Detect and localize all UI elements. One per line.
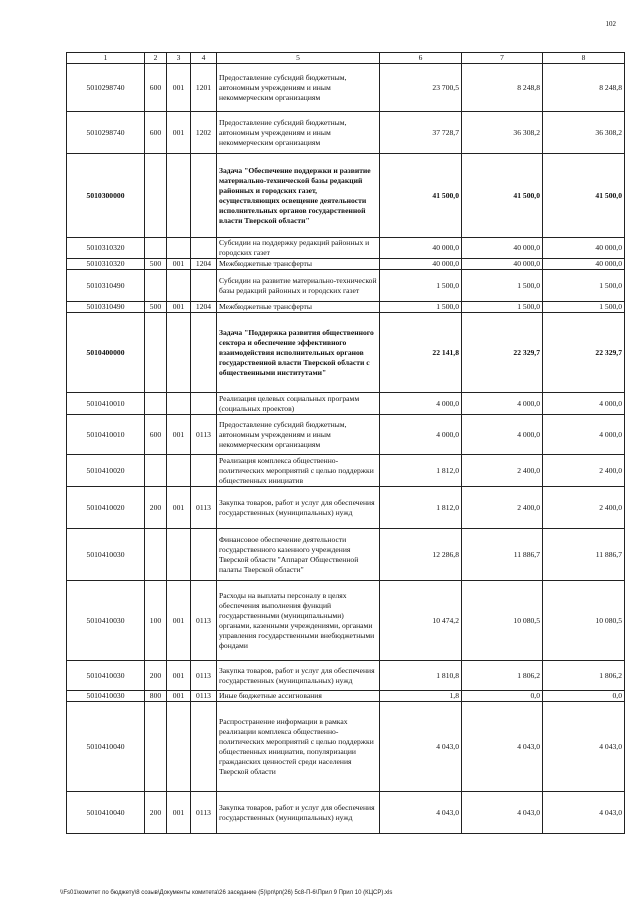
kcsr-code-cell: 5010400000 [67,313,145,393]
table-row [67,64,625,112]
amount-col7-cell: 2 400,0 [462,455,543,487]
expense-type-cell [145,270,167,302]
table-row [67,581,625,661]
section-code-cell: 0113 [191,661,217,691]
section-code-cell [191,154,217,238]
section-code-cell [191,393,217,415]
header-cell: 1 [67,53,145,64]
description-cell: Распространение информации в рамках реализации комплекса общественно-политических мероприятий с целью поддержки общественных инициатив, популяризации гражданских ценностей среди населения Тверской области [217,702,380,792]
expense-type-cell: 600 [145,415,167,455]
header-cell: 8 [543,53,625,64]
amount-col8-cell: 4 043,0 [543,792,625,834]
ministry-code-cell [167,154,191,238]
section-code-cell [191,702,217,792]
amount-col6-cell: 37 728,7 [380,112,462,154]
description-cell: Межбюджетные трансферты [217,259,380,270]
table-header-row [67,53,625,64]
header-cell: 7 [462,53,543,64]
section-code-cell: 0113 [191,487,217,529]
kcsr-code-cell: 5010298740 [67,64,145,112]
kcsr-code-cell: 5010410030 [67,529,145,581]
ministry-code-cell: 001 [167,487,191,529]
amount-col7-cell: 1 500,0 [462,302,543,313]
amount-col7-cell: 8 248,8 [462,64,543,112]
amount-col8-cell: 4 043,0 [543,702,625,792]
amount-col8-cell: 22 329,7 [543,313,625,393]
table-row [67,259,625,270]
header-cell: 4 [191,53,217,64]
description-cell: Реализация целевых социальных программ (социальных проектов) [217,393,380,415]
file-path-footer: \\Fs01\комитет по бюджету\8 созыв\Документы комитета\26 заседание (5)\рп\рп(26) 5с8-П-6\Прил 9 Прил 10 (КЦСР).xls [60,890,393,896]
amount-col7-cell: 4 000,0 [462,393,543,415]
kcsr-code-cell: 5010410020 [67,455,145,487]
kcsr-code-cell: 5010410030 [67,691,145,702]
kcsr-code-cell: 5010298740 [67,112,145,154]
description-cell: Предоставление субсидий бюджетным, автономным учреждениям и иным некоммерческим организациям [217,415,380,455]
table-row [67,702,625,792]
amount-col8-cell: 4 000,0 [543,393,625,415]
amount-col8-cell: 8 248,8 [543,64,625,112]
section-code-cell: 0113 [191,792,217,834]
kcsr-code-cell: 5010410040 [67,792,145,834]
expense-type-cell: 200 [145,661,167,691]
kcsr-code-cell: 5010410020 [67,487,145,529]
table-row [67,393,625,415]
amount-col8-cell: 40 000,0 [543,259,625,270]
ministry-code-cell [167,270,191,302]
amount-col7-cell: 40 000,0 [462,259,543,270]
amount-col7-cell: 1 500,0 [462,270,543,302]
amount-col8-cell: 0,0 [543,691,625,702]
ministry-code-cell: 001 [167,112,191,154]
description-cell: Задача "Поддержка развития общественного сектора и обеспечение эффективного взаимодействия исполнительных органов государственной власти Тверской области с общественными институтами" [217,313,380,393]
description-cell: Предоставление субсидий бюджетным, автономным учреждениям и иным некоммерческим организациям [217,64,380,112]
section-code-cell [191,529,217,581]
description-cell: Закупка товаров, работ и услуг для обеспечения государственных (муниципальных) нужд [217,487,380,529]
expense-type-cell [145,455,167,487]
section-code-cell: 0113 [191,581,217,661]
header-cell: 3 [167,53,191,64]
section-code-cell: 1201 [191,64,217,112]
expense-type-cell: 500 [145,302,167,313]
description-cell: Межбюджетные трансферты [217,302,380,313]
ministry-code-cell: 001 [167,259,191,270]
amount-col7-cell: 40 000,0 [462,238,543,259]
table-row [67,313,625,393]
amount-col7-cell: 4 000,0 [462,415,543,455]
amount-col6-cell: 4 000,0 [380,415,462,455]
ministry-code-cell: 001 [167,415,191,455]
table-row [67,238,625,259]
header-cell: 2 [145,53,167,64]
header-cell: 6 [380,53,462,64]
ministry-code-cell: 001 [167,581,191,661]
amount-col6-cell: 1 500,0 [380,302,462,313]
kcsr-code-cell: 5010410030 [67,581,145,661]
table-row [67,529,625,581]
description-cell: Субсидии на развитие материально-технической базы редакций районных и городских газет [217,270,380,302]
page-number: 102 [605,20,616,28]
amount-col8-cell: 4 000,0 [543,415,625,455]
ministry-code-cell: 001 [167,792,191,834]
description-cell: Финансовое обеспечение деятельности государственного казенного учреждения Тверской области "Аппарат Общественной палаты Тверской области" [217,529,380,581]
ministry-code-cell [167,238,191,259]
expense-type-cell [145,529,167,581]
budget-table [66,52,625,834]
table-row [67,487,625,529]
amount-col8-cell: 2 400,0 [543,455,625,487]
amount-col7-cell: 4 043,0 [462,792,543,834]
section-code-cell [191,238,217,259]
expense-type-cell [145,702,167,792]
table-row [67,792,625,834]
amount-col6-cell: 12 286,8 [380,529,462,581]
amount-col8-cell: 1 806,2 [543,661,625,691]
section-code-cell [191,270,217,302]
amount-col8-cell: 11 886,7 [543,529,625,581]
ministry-code-cell: 001 [167,64,191,112]
amount-col6-cell: 1 500,0 [380,270,462,302]
table-row [67,455,625,487]
kcsr-code-cell: 5010310490 [67,302,145,313]
header-cell: 5 [217,53,380,64]
expense-type-cell: 200 [145,487,167,529]
kcsr-code-cell: 5010310320 [67,259,145,270]
expense-type-cell: 800 [145,691,167,702]
kcsr-code-cell: 5010310490 [67,270,145,302]
expense-type-cell [145,313,167,393]
kcsr-code-cell: 5010300000 [67,154,145,238]
table-row [67,154,625,238]
kcsr-code-cell: 5010410040 [67,702,145,792]
ministry-code-cell: 001 [167,661,191,691]
amount-col7-cell: 0,0 [462,691,543,702]
description-cell: Закупка товаров, работ и услуг для обеспечения государственных (муниципальных) нужд [217,661,380,691]
section-code-cell: 0113 [191,691,217,702]
expense-type-cell [145,393,167,415]
amount-col6-cell: 40 000,0 [380,259,462,270]
amount-col8-cell: 10 080,5 [543,581,625,661]
section-code-cell: 1204 [191,302,217,313]
ministry-code-cell [167,313,191,393]
amount-col8-cell: 36 308,2 [543,112,625,154]
kcsr-code-cell: 5010310320 [67,238,145,259]
amount-col6-cell: 41 500,0 [380,154,462,238]
section-code-cell: 1202 [191,112,217,154]
expense-type-cell [145,154,167,238]
amount-col6-cell: 22 141,8 [380,313,462,393]
description-cell: Закупка товаров, работ и услуг для обеспечения государственных (муниципальных) нужд [217,792,380,834]
amount-col6-cell: 23 700,5 [380,64,462,112]
expense-type-cell: 200 [145,792,167,834]
expense-type-cell [145,238,167,259]
section-code-cell: 0113 [191,415,217,455]
table-row [67,302,625,313]
amount-col8-cell: 41 500,0 [543,154,625,238]
amount-col7-cell: 22 329,7 [462,313,543,393]
amount-col7-cell: 10 080,5 [462,581,543,661]
expense-type-cell: 500 [145,259,167,270]
amount-col6-cell: 4 000,0 [380,393,462,415]
section-code-cell: 1204 [191,259,217,270]
table-row [67,112,625,154]
expense-type-cell: 600 [145,112,167,154]
section-code-cell [191,455,217,487]
amount-col6-cell: 4 043,0 [380,792,462,834]
ministry-code-cell [167,529,191,581]
amount-col8-cell: 40 000,0 [543,238,625,259]
amount-col7-cell: 41 500,0 [462,154,543,238]
amount-col6-cell: 1 810,8 [380,661,462,691]
expense-type-cell: 600 [145,64,167,112]
amount-col6-cell: 4 043,0 [380,702,462,792]
amount-col6-cell: 10 474,2 [380,581,462,661]
description-cell: Задача "Обеспечение поддержки и развитие материально-технической базы редакций районных и городских газет, осуществляющих освещение деятельности исполнительных органов государственной власти Тверской области" [217,154,380,238]
amount-col8-cell: 2 400,0 [543,487,625,529]
expense-type-cell: 100 [145,581,167,661]
kcsr-code-cell: 5010410030 [67,661,145,691]
ministry-code-cell [167,455,191,487]
amount-col8-cell: 1 500,0 [543,270,625,302]
amount-col8-cell: 1 500,0 [543,302,625,313]
table-row [67,691,625,702]
description-cell: Предоставление субсидий бюджетным, автономным учреждениям и иным некоммерческим организациям [217,112,380,154]
amount-col6-cell: 1,8 [380,691,462,702]
amount-col6-cell: 1 812,0 [380,455,462,487]
description-cell: Расходы на выплаты персоналу в целях обеспечения выполнения функций государственными (муниципальными) органами, казенными учреждениями, органами управления государственными внебюджетными фондами [217,581,380,661]
ministry-code-cell [167,702,191,792]
table-row [67,415,625,455]
amount-col7-cell: 36 308,2 [462,112,543,154]
description-cell: Субсидии на поддержку редакций районных и городских газет [217,238,380,259]
kcsr-code-cell: 5010410010 [67,415,145,455]
table-row [67,661,625,691]
amount-col6-cell: 40 000,0 [380,238,462,259]
description-cell: Иные бюджетные ассигнования [217,691,380,702]
table-row [67,270,625,302]
amount-col6-cell: 1 812,0 [380,487,462,529]
ministry-code-cell [167,393,191,415]
section-code-cell [191,313,217,393]
kcsr-code-cell: 5010410010 [67,393,145,415]
amount-col7-cell: 1 806,2 [462,661,543,691]
ministry-code-cell: 001 [167,302,191,313]
ministry-code-cell: 001 [167,691,191,702]
amount-col7-cell: 11 886,7 [462,529,543,581]
description-cell: Реализация комплекса общественно-политических мероприятий с целью поддержки общественных инициатив [217,455,380,487]
amount-col7-cell: 2 400,0 [462,487,543,529]
amount-col7-cell: 4 043,0 [462,702,543,792]
